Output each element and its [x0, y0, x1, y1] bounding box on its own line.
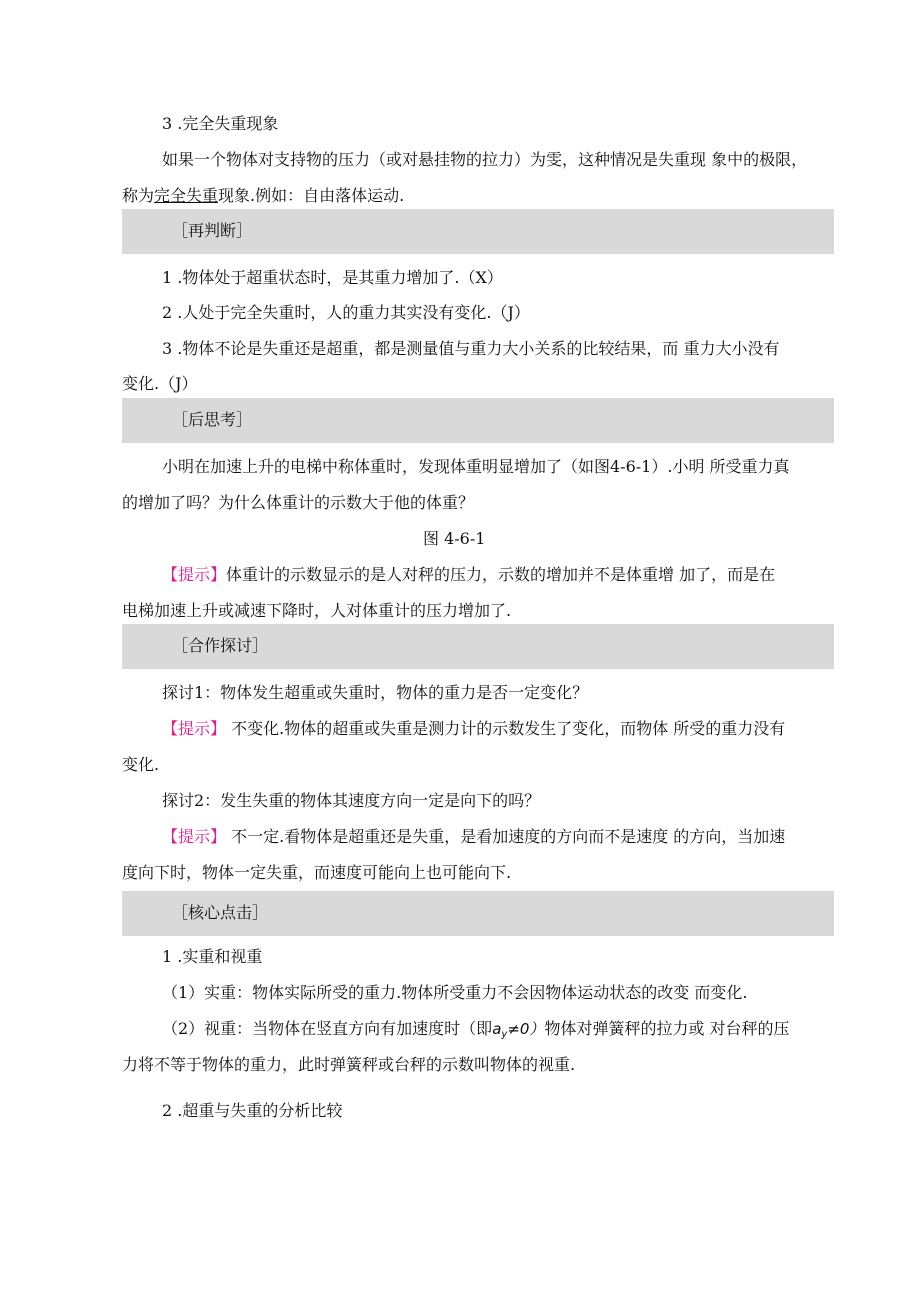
core-point-1-apparent-weight-line-1 — [162, 1019, 882, 1045]
hint-label: 【提示】 — [162, 565, 227, 584]
core-point-2-title: 2 .超重与失重的分析比较 — [162, 1101, 343, 1120]
math-variable: a — [492, 1020, 502, 1038]
math-relation: ≠0） — [507, 1020, 545, 1038]
discussion-1: 探讨1：物体发生超重或失重时，物体的重力是否一定变化？ — [162, 683, 589, 702]
section-3-paragraph-line-1: 如果一个物体对支持物的压力（或对悬挂物的拉力）为雯，这种情况是失重现 象中的极限， — [162, 150, 808, 169]
text-segment: 不变化.物体的超重或失重是测力计的示数发生了变化，而物体 所受的重力没有 — [226, 719, 786, 738]
discussion-2: 探讨2：发生失重的物体其速度方向一定是向下的吗？ — [162, 791, 541, 810]
figure-caption: 图 4-6-1 — [423, 529, 486, 548]
hint-2-line-1 — [162, 719, 882, 739]
judge-item-3-line-2: 变化.（J） — [122, 374, 198, 393]
text-segment: 物体对弹簧秤的拉力或 对台秤的压 — [544, 1019, 790, 1038]
text-segment: 现象.例如：自由落体运动. — [218, 186, 405, 205]
text-segment: 称为 — [122, 186, 155, 205]
section-band-rejudge — [122, 209, 834, 254]
hint-1-line-2: 电梯加速上升或减速下降时，人对体重计的压力增加了. — [122, 601, 512, 620]
question-line-2: 的增加了吗？为什么体重计的示数大于他的体重？ — [122, 493, 475, 512]
text-segment: （2）视重：当物体在竖直方向有加速度时（即 — [162, 1019, 493, 1038]
band-title: ［核心点击］ — [172, 903, 269, 922]
question-line-1: 小明在加速上升的电梯中称体重时，发现体重明显增加了（如图4-6-1）.小明 所受重力真 — [162, 457, 790, 476]
hint-label: 【提示】 — [162, 827, 227, 846]
hint-3-line-1 — [162, 827, 882, 847]
math-subscript: y — [501, 1029, 508, 1040]
core-point-1-real-weight: （1）实重：物体实际所受的重力.物体所受重力不会因物体运动状态的改变 而变化. — [162, 983, 748, 1002]
hint-2-line-2: 变化. — [122, 755, 160, 774]
judge-item-3-line-1: 3 .物体不论是失重还是超重，都是测量值与重力大小关系的比较结果，而 重力大小没有 — [162, 339, 780, 358]
math-expression — [492, 1020, 544, 1038]
section-band-cooperative-discussion — [122, 624, 834, 669]
judge-item-1: 1 .物体处于超重状态时，是其重力增加了.（X） — [162, 268, 503, 287]
section-band-core-points — [122, 891, 834, 936]
hint-label: 【提示】 — [162, 719, 227, 738]
text-segment: 不一定.看物体是超重还是失重，是看加速度的方向而不是速度 的方向，当加速 — [226, 827, 786, 846]
section-3-paragraph-line-2 — [122, 186, 842, 206]
section-band-afterthought — [122, 398, 834, 443]
section-3-title: 3 .完全失重现象 — [162, 114, 279, 133]
hint-1-line-1 — [162, 565, 882, 585]
judge-item-2: 2 .人处于完全失重时，人的重力其实没有变化.（J） — [162, 303, 530, 322]
band-title: ［后思考］ — [172, 410, 253, 429]
underlined-term: 完全失重 — [154, 186, 219, 205]
band-title: ［合作探讨］ — [172, 636, 269, 655]
core-point-1-title: 1 .实重和视重 — [162, 947, 263, 966]
band-title: ［再判断］ — [172, 221, 253, 240]
text-segment: 体重计的示数显示的是人对秤的压力，示数的增加并不是体重增 加了，而是在 — [226, 565, 776, 584]
hint-3-line-2: 度向下时，物体一定失重，而速度可能向上也可能向下. — [122, 863, 512, 882]
core-point-1-apparent-weight-line-2: 力将不等于物体的重力，此时弹簧秤或台秤的示数叫物体的视重. — [122, 1055, 576, 1074]
